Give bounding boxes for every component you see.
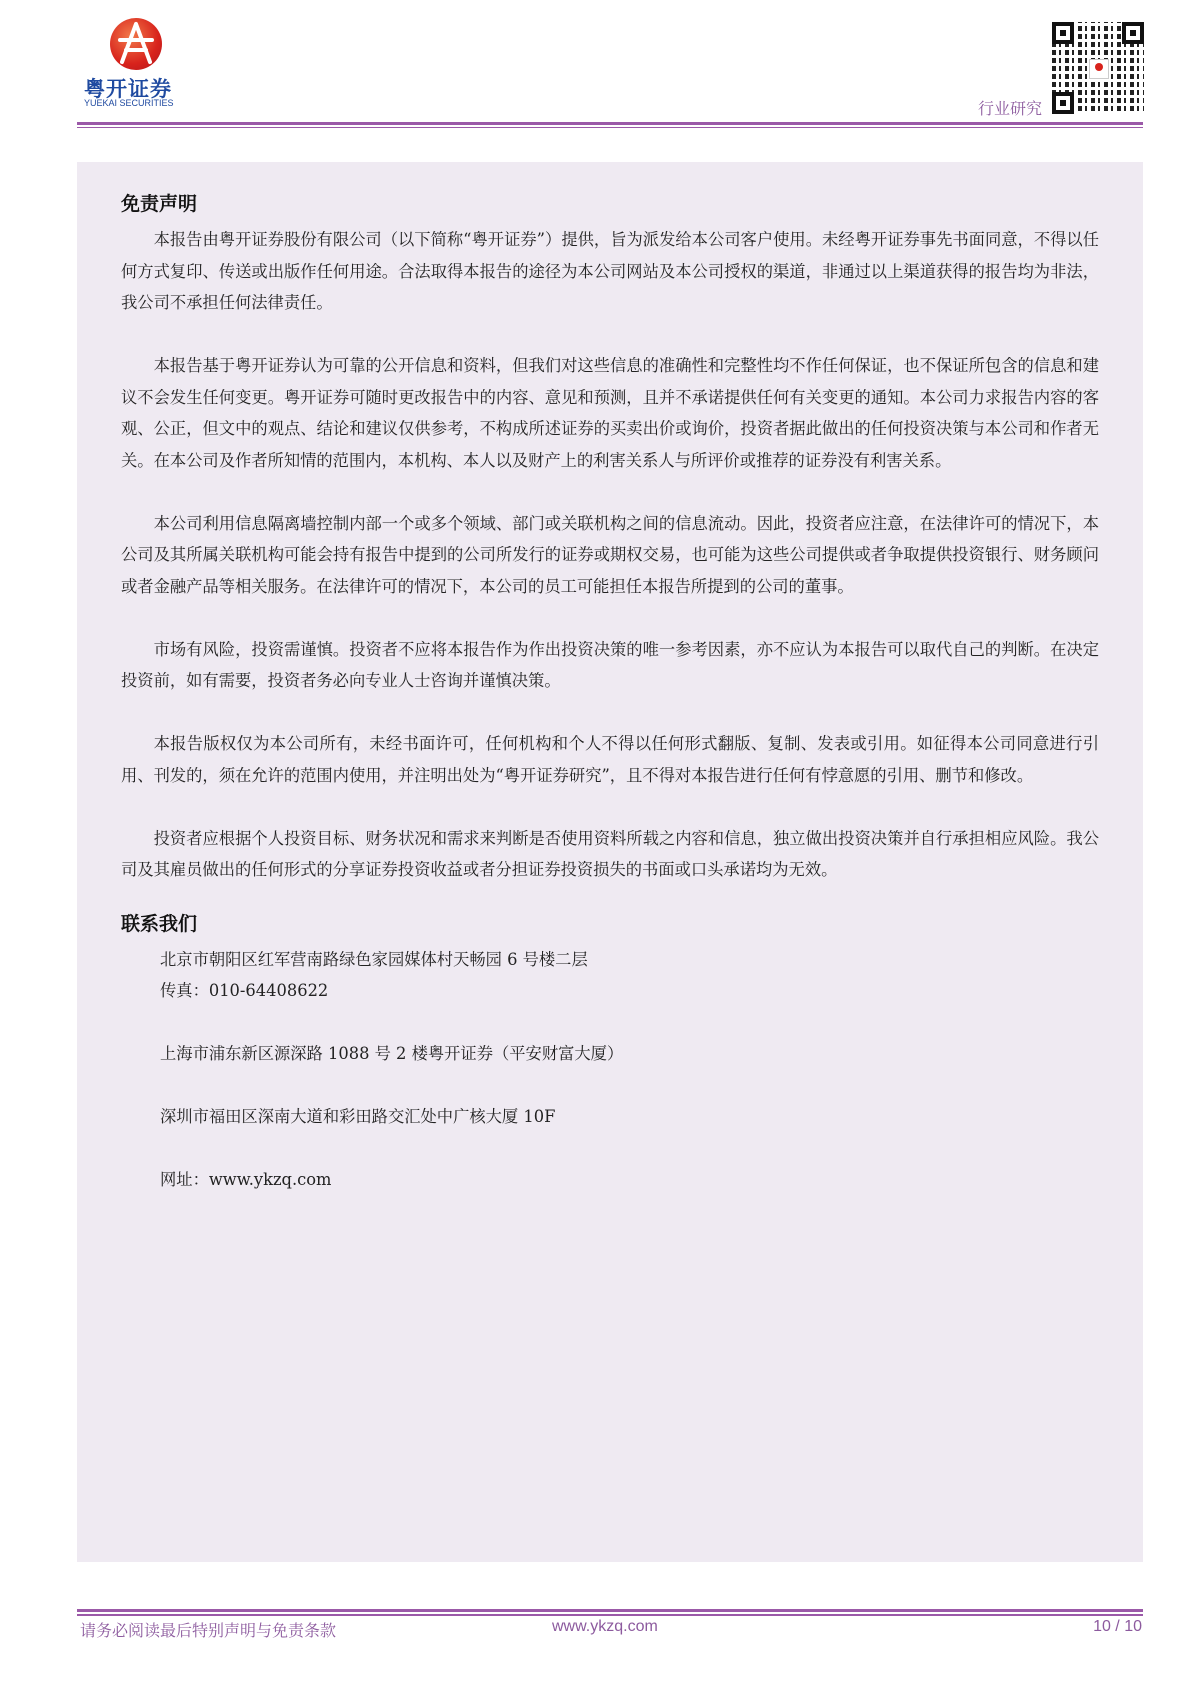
disclaimer-content <box>121 190 1099 1196</box>
disclaimer-title: 免责声明 <box>121 193 198 215</box>
disclaimer-paragraph: 本公司利用信息隔离墙控制内部一个或多个领域、部门或关联机构之间的信息流动。因此，投资者应注意，在法律许可的情况下，本公司及其所属关联机构可能会持有报告中提到的公司所发行的证券或期权交易，也可能为这些公司提供或者争取提供投资银行、财务顾问或者金融产品等相关服务。在法律许可的情况下，本公司的员工可能担任本报告所提到的公司的董事。 <box>121 513 1099 596</box>
header-divider-thin <box>77 127 1143 128</box>
qr-code-icon <box>1052 22 1144 114</box>
logo-chinese-name: 粤开证券 <box>84 77 172 101</box>
logo-english-name: YUEKAI SECURITIES <box>84 98 174 108</box>
footer-divider-thin <box>77 1614 1143 1616</box>
disclaimer-paragraph: 市场有风险，投资需谨慎。投资者不应将本报告作为作出投资决策的唯一参考因素，亦不应认为本报告可以取代自己的判断。在决定投资前，如有需要，投资者务必向专业人士咨询并谨慎决策。 <box>121 639 1099 690</box>
fax-number: 传真：010-64408622 <box>160 981 329 1000</box>
contact-title: 联系我们 <box>121 912 198 935</box>
report-category-label: 行业研究 <box>977 99 1042 118</box>
website-link[interactable]: 网址：www.ykzq.com <box>160 1170 332 1189</box>
page-number: 10 / 10 <box>1093 1618 1142 1635</box>
company-logo <box>82 18 192 110</box>
disclaimer-paragraph: 本报告版权仅为本公司所有，未经书面许可，任何机构和个人不得以任何形式翻版、复制、发表或引用。如征得本公司同意进行引用、刊发的，须在允许的范围内使用，并注明出处为“粤开证券研究”，且不得对本报告进行任何有悖意愿的引用、删节和修改。 <box>121 734 1099 785</box>
logo-emblem-icon <box>110 18 162 70</box>
footer-notice: 请务必阅读最后特别声明与免责条款 <box>80 1621 337 1640</box>
footer-divider <box>77 1609 1143 1612</box>
header-divider <box>77 122 1143 125</box>
shanghai-address: 上海市浦东新区源深路 1088 号 2 楼粤开证券（平安财富大厦） <box>160 1044 624 1063</box>
contact-section <box>121 910 1099 1196</box>
shenzhen-address: 深圳市福田区深南大道和彩田路交汇处中广核大厦 10F <box>160 1107 556 1126</box>
disclaimer-paragraph: 本报告基于粤开证券认为可靠的公开信息和资料，但我们对这些信息的准确性和完整性均不作任何保证，也不保证所包含的信息和建议不会发生任何变更。粤开证券可随时更改报告中的内容、意见和预测，且并不承诺提供任何有关变更的通知。本公司力求报告内容的客观、公正，但文中的观点、结论和建议仅供参考，不构成所述证券的买卖出价或询价，投资者据此做出的任何投资决策与本公司和作者无关。在本公司及作者所知情的范围内，本机构、本人以及财产上的利害关系人与所评价或推荐的证券没有利害关系。 <box>121 356 1099 470</box>
disclaimer-paragraph: 本报告由粤开证券股份有限公司（以下简称“粤开证券”）提供，旨为派发给本公司客户使用。未经粤开证券事先书面同意，不得以任何方式复印、传送或出版作任何用途。合法取得本报告的途径为本公司网站及本公司授权的渠道，非通过以上渠道获得的报告均为非法，我公司不承担任何法律责任。 <box>121 230 1099 312</box>
footer-url[interactable]: www.ykzq.com <box>552 1618 658 1635</box>
beijing-address: 北京市朝阳区红军营南路绿色家园媒体村天畅园 6 号楼二层 <box>160 949 588 969</box>
disclaimer-paragraph: 投资者应根据个人投资目标、财务状况和需求来判断是否使用资料所载之内容和信息，独立做出投资决策并自行承担相应风险。我公司及其雇员做出的任何形式的分享证券投资收益或者分担证券投资损失的书面或口头承诺均为无效。 <box>121 828 1099 879</box>
